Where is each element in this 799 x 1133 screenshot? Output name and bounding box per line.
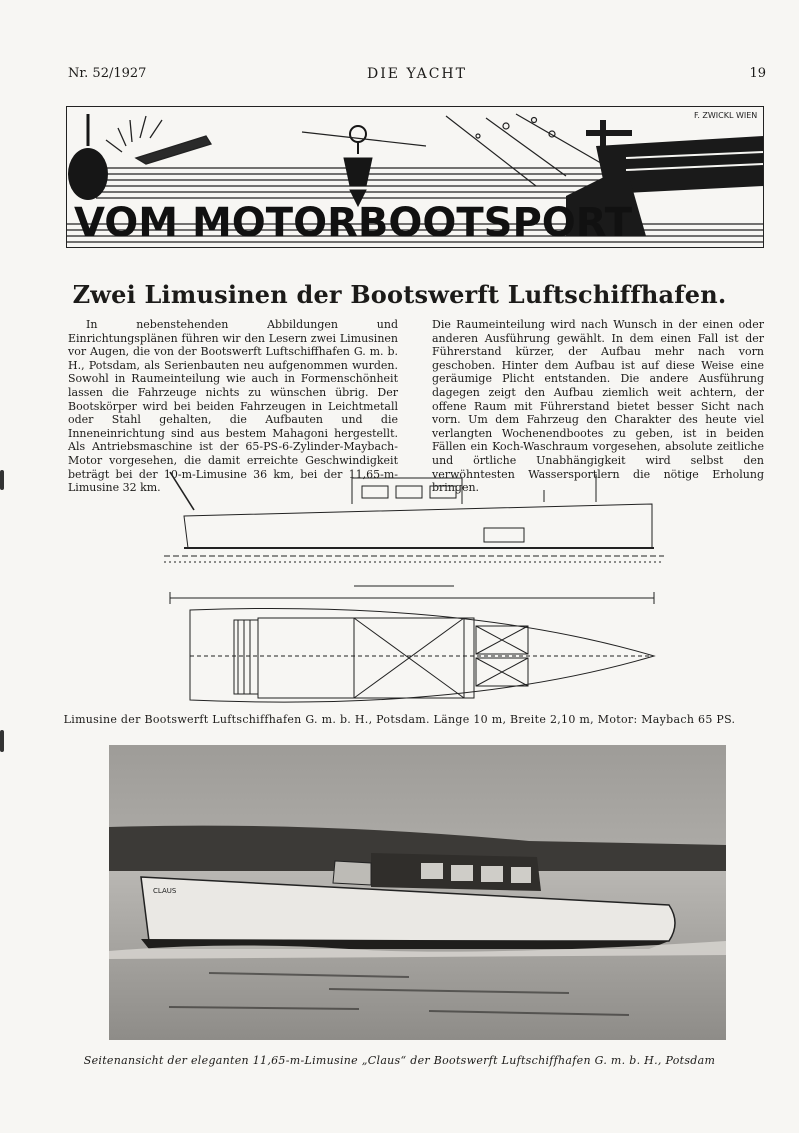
banner-title: VOM MOTORBOOTSPORT (74, 200, 633, 246)
drawing-caption: Limusine der Bootswerft Luftschiffhafen G. m. b. H., Potsdam. Länge 10 m, Breite 2,10 m, Motor: Maybach 65 PS. (63, 713, 736, 726)
boat-name: CLAUS (153, 887, 177, 895)
section-banner (66, 106, 764, 248)
magazine-title: DIE YACHT (367, 66, 467, 82)
article-column-right: Die Raumeinteilung wird nach Wunsch in der einen oder anderen Ausführung gewählt. In dem einen Fall ist der Führerstand kürzer, der Aufbau mehr nach vorn geschoben. Hinter dem Aufbau ist auf diese Weise eine geräumige Plicht entstanden. Die andere Ausführung dagegen zeigt den Aufbau ziemlich weit achtern, der offene Raum mit Führerstand bietet besser Sicht nach vorn. Um dem Fahrzeug den Charakter des heute viel verlangten Wochenendbootes zu geben, ist in beiden Fällen ein Koch-Waschraum vorgesehen, absolute zeitliche und örtliche Unabhängigkeit wird selbst den verwöhntesten Wassersportlern die nötige Erholung bringen. (432, 318, 764, 495)
running-header (68, 66, 766, 84)
plan-view (190, 608, 654, 702)
side-elevation (164, 472, 664, 562)
article-headline: Zwei Limusinen der Bootswerft Luftschiffhafen. (72, 280, 727, 309)
scan-margin-mark (0, 730, 4, 752)
page-number: 19 (749, 66, 766, 81)
boat-photograph (109, 745, 726, 1040)
boat-plan-drawing (164, 468, 664, 704)
scan-margin-mark (0, 470, 4, 490)
photo-caption: Seitenansicht der eleganten 11,65-m-Limusine „Claus“ der Bootswerft Luftschiffhafen G. m. b. H., Potsdam (83, 1054, 716, 1067)
issue-number: Nr. 52/1927 (68, 66, 147, 81)
article-column-left: In nebenstehenden Abbildungen und Einrichtungsplänen führen wir den Lesern zwei Limusinen vor Augen, die von der Bootswerft Luftschiffhafen G. m. b. H., Potsdam, als Serienbauten neu aufgenommen wurden. Sowohl in Raumeinteilung wie auch in Formenschönheit lassen die Fahrzeuge nichts zu wünschen übrig. Der Bootskörper wird bei beiden Fahrzeugen in Leichtmetall oder Stahl gehalten, die Aufbauten und die Inneneinrichtung sind aus bestem Mahagoni hergestellt. Als Antriebsmaschine ist der 65-PS-6-Zylinder-Maybach-Motor vorgesehen, die damit erreichte Geschwindigkeit beträgt bei der 10-m-Limusine 36 km, bei der 11,65-m-Limusine 32 km. (68, 318, 398, 495)
artist-signature: F. ZWICKL WIEN (694, 111, 758, 120)
